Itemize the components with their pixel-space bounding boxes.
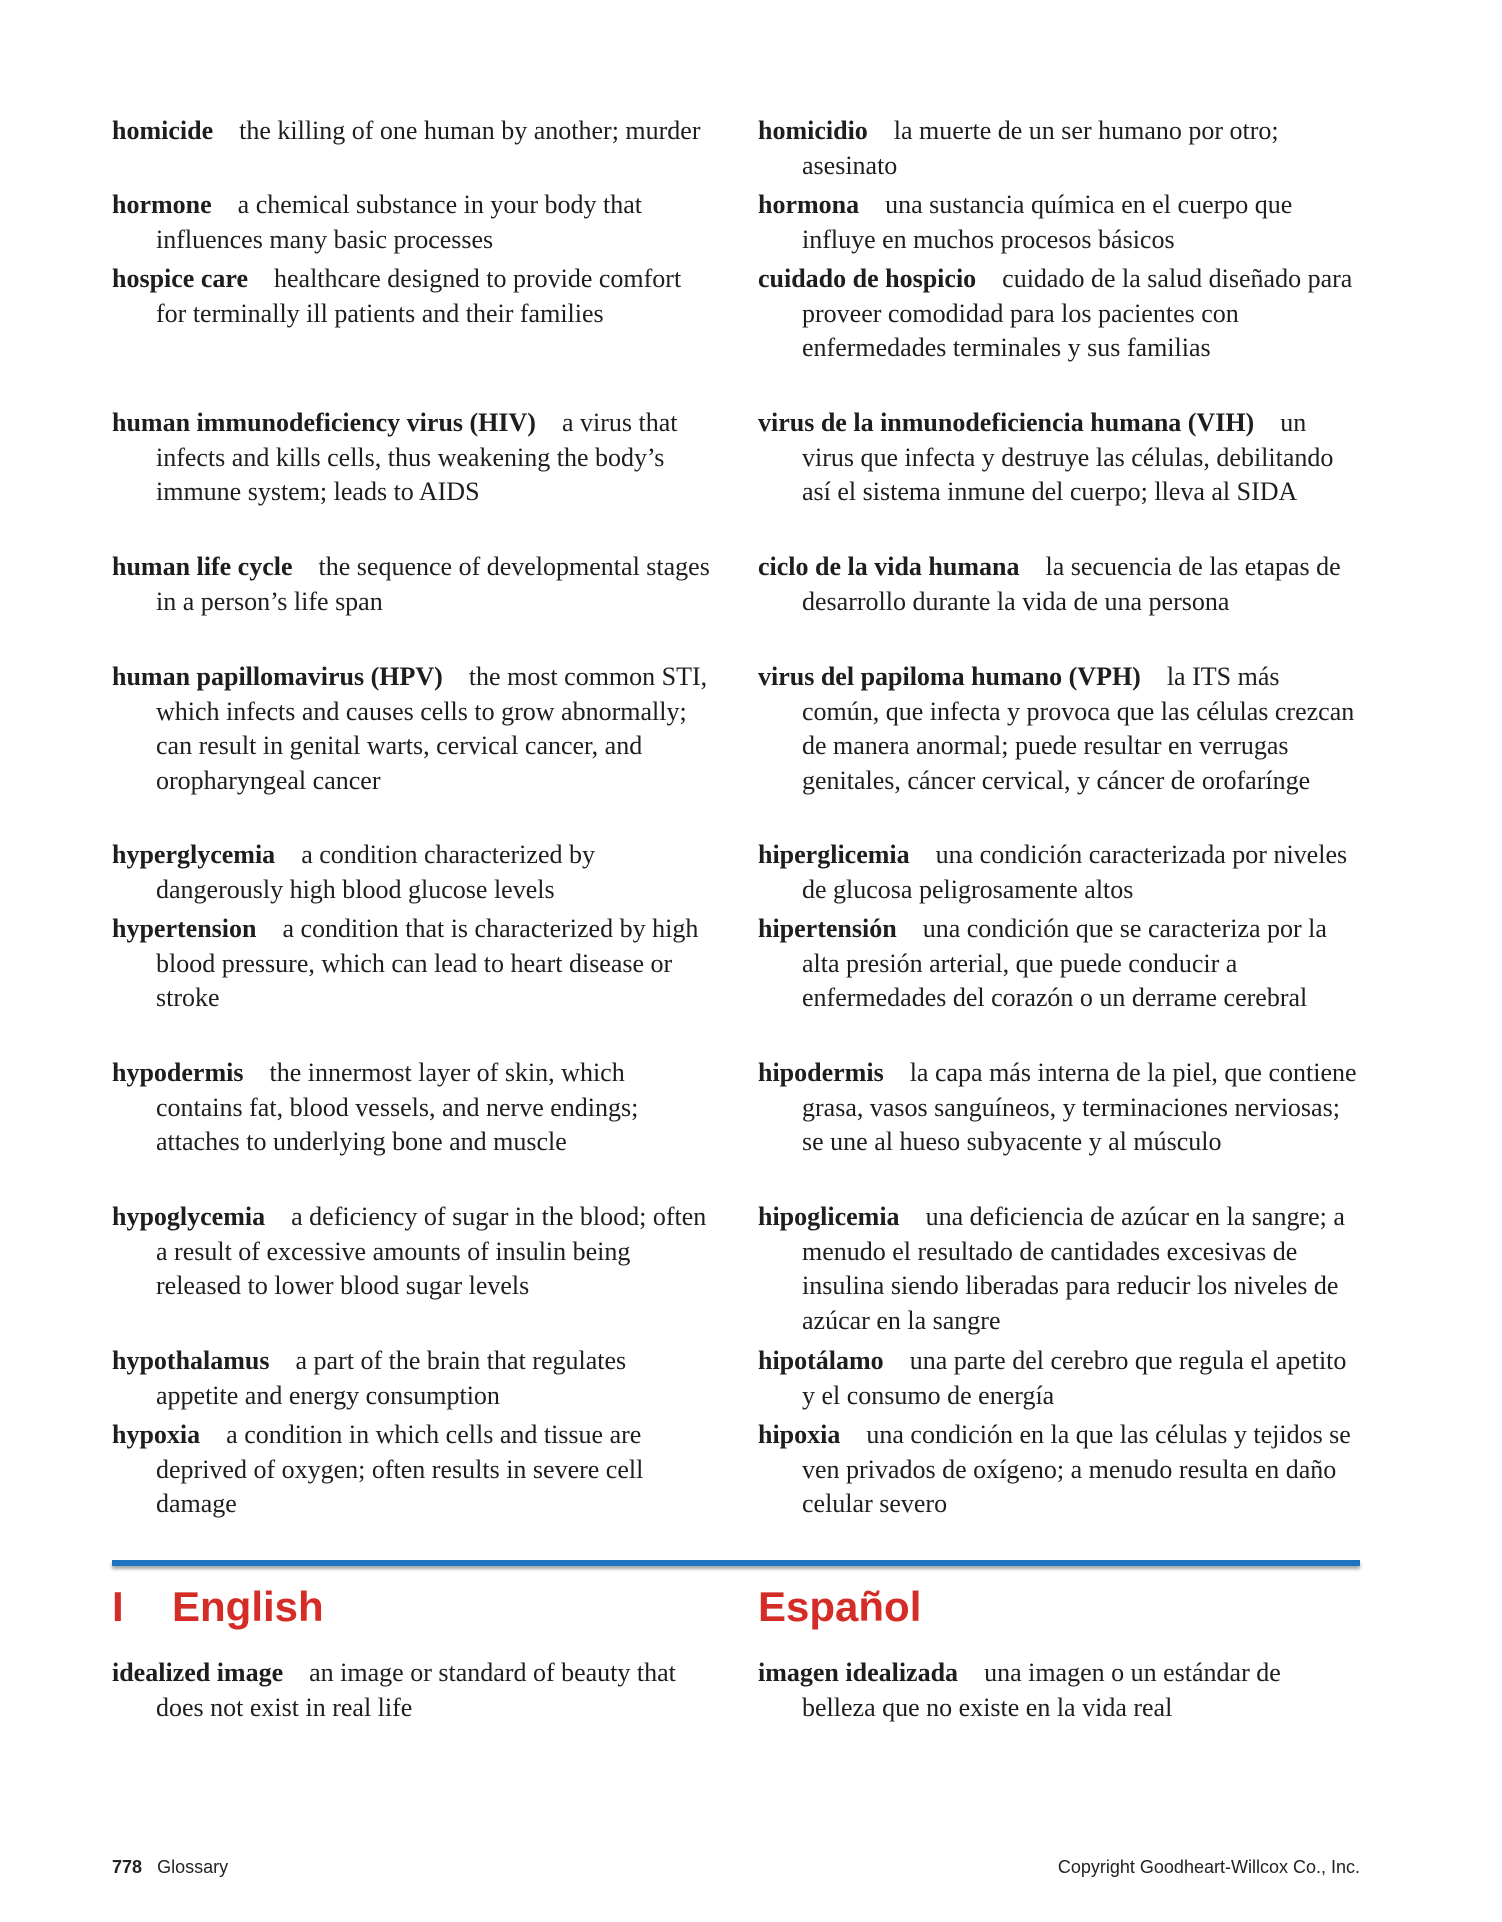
- glossary-definition: the innermost layer of skin, which contains fat, blood vessels, and nerve endings; attaches to underlying bone and muscle: [156, 1058, 639, 1157]
- glossary-entry: [758, 838, 1358, 907]
- glossary-term: human immunodeficiency virus (HIV): [112, 408, 536, 437]
- glossary-term: hormone: [112, 190, 212, 219]
- glossary-term: hypoglycemia: [112, 1202, 266, 1231]
- copyright-notice: Copyright Goodheart-Willcox Co., Inc.: [1057, 1857, 1360, 1877]
- glossary-definition: a condition that is characterized by high blood pressure, which can lead to heart disease or stroke: [156, 914, 699, 1013]
- glossary-entry: [112, 1418, 712, 1522]
- glossary-term: hypertension: [112, 914, 257, 943]
- glossary-term: hipoglicemia: [758, 1202, 900, 1231]
- glossary-definition: the most common STI, which infects and causes cells to grow abnormally; can result in genital warts, cervical cancer, and oropharyngeal cancer: [156, 662, 708, 795]
- glossary-term: human papillomavirus (HPV): [112, 662, 443, 691]
- glossary-definition: una parte del cerebro que regula el apetito y el consumo de energía: [802, 1346, 1347, 1410]
- page-number: 778: [112, 1857, 143, 1877]
- glossary-term: hormona: [758, 190, 860, 219]
- glossary-entry: [112, 1656, 712, 1725]
- glossary-term: homicide: [112, 116, 214, 145]
- glossary-entry: [758, 660, 1358, 798]
- glossary-term: imagen idealizada: [758, 1658, 959, 1687]
- glossary-entry: [758, 1656, 1358, 1725]
- glossary-entry: [758, 114, 1358, 183]
- glossary-entry: [112, 188, 712, 257]
- glossary-term: idealized image: [112, 1658, 284, 1687]
- glossary-term: ciclo de la vida humana: [758, 552, 1020, 581]
- glossary-entry: [758, 912, 1358, 1016]
- glossary-definition: a chemical substance in your body that influences many basic processes: [156, 190, 642, 254]
- glossary-term: hypodermis: [112, 1058, 244, 1087]
- glossary-definition: una sustancia química en el cuerpo que influye en muchos procesos básicos: [802, 190, 1293, 254]
- glossary-entry: [758, 406, 1358, 510]
- glossary-definition: a virus that infects and kills cells, thus weakening the body’s immune system; leads to AIDS: [156, 408, 678, 507]
- glossary-term: homicidio: [758, 116, 868, 145]
- glossary-entry: [112, 262, 712, 331]
- glossary-entry: [112, 406, 712, 510]
- glossary-definition: the killing of one human by another; murder: [239, 116, 701, 145]
- spanish-heading: Español: [758, 1583, 922, 1630]
- glossary-term: virus del papiloma humano (VPH): [758, 662, 1141, 691]
- glossary-entry: [112, 1056, 712, 1160]
- glossary-definition: an image or standard of beauty that does not exist in real life: [156, 1658, 676, 1722]
- glossary-entry: [758, 1056, 1358, 1160]
- glossary-definition: una deficiencia de azúcar en la sangre; a menudo el resultado de cantidades excesivas de insulina siendo liberadas para reducir los niveles de azúcar en la sangre: [802, 1202, 1345, 1335]
- glossary-definition: una imagen o un estándar de belleza que no existe en la vida real: [802, 1658, 1281, 1722]
- glossary-definition: un virus que infecta y destruye las células, debilitando así el sistema inmune del cuerpo; lleva al SIDA: [802, 408, 1334, 507]
- glossary-definition: a condition characterized by dangerously high blood glucose levels: [156, 840, 595, 904]
- glossary-term: hospice care: [112, 264, 248, 293]
- footer-left: [112, 1856, 228, 1878]
- glossary-term: hypothalamus: [112, 1346, 270, 1375]
- glossary-definition: una condición que se caracteriza por la alta presión arterial, que puede conducir a enfermedades del corazón o un derrame cerebral: [802, 914, 1327, 1013]
- glossary-definition: una condición en la que las células y tejidos se ven privados de oxígeno; a menudo resulta en daño celular severo: [802, 1420, 1351, 1519]
- glossary-definition: la secuencia de las etapas de desarrollo durante la vida de una persona: [802, 552, 1341, 616]
- glossary-entry: [112, 912, 712, 1016]
- glossary-term: hipoxia: [758, 1420, 841, 1449]
- glossary-entry: [758, 1200, 1358, 1338]
- glossary-definition: cuidado de la salud diseñado para proveer comodidad para los pacientes con enfermedades terminales y sus familias: [802, 264, 1353, 363]
- english-heading: English: [172, 1583, 324, 1630]
- glossary-definition: a condition in which cells and tissue are deprived of oxygen; often results in severe cell damage: [156, 1420, 644, 1519]
- glossary-term: human life cycle: [112, 552, 293, 581]
- glossary-definition: la muerte de un ser humano por otro; asesinato: [802, 116, 1279, 180]
- glossary-term: cuidado de hospicio: [758, 264, 977, 293]
- glossary-definition: healthcare designed to provide comfort for terminally ill patients and their families: [156, 264, 682, 328]
- glossary-entry: [758, 262, 1358, 366]
- section-divider: [112, 1560, 1360, 1566]
- glossary-entry: [112, 838, 712, 907]
- glossary-entry: [112, 1344, 712, 1413]
- glossary-entry: [112, 114, 712, 149]
- glossary-entry: [758, 1344, 1358, 1413]
- footer-label: Glossary: [157, 1857, 229, 1877]
- glossary-definition: a part of the brain that regulates appetite and energy consumption: [156, 1346, 627, 1410]
- glossary-definition: la capa más interna de la piel, que contiene grasa, vasos sanguíneos, y terminaciones nerviosas; se une al hueso subyacente y al músculo: [802, 1058, 1357, 1157]
- glossary-entry: [112, 1200, 712, 1304]
- section-letter: I: [112, 1583, 124, 1630]
- glossary-definition: the sequence of developmental stages in a person’s life span: [156, 552, 710, 616]
- glossary-entry: [758, 550, 1358, 619]
- glossary-definition: la ITS más común, que infecta y provoca que las células crezcan de manera anormal; puede resultar en verrugas genitales, cáncer cervical, y cáncer de orofarínge: [802, 662, 1355, 795]
- glossary-definition: a deficiency of sugar in the blood; often a result of excessive amounts of insulin being released to lower blood sugar levels: [156, 1202, 707, 1301]
- glossary-term: hiperglicemia: [758, 840, 910, 869]
- glossary-term: virus de la inmunodeficiencia humana (VIH): [758, 408, 1255, 437]
- glossary-entry: [112, 550, 712, 619]
- glossary-entry: [758, 1418, 1358, 1522]
- glossary-entry: [112, 660, 712, 798]
- glossary-definition: una condición caracterizada por niveles de glucosa peligrosamente altos: [802, 840, 1348, 904]
- glossary-term: hyperglycemia: [112, 840, 276, 869]
- glossary-entry: [758, 188, 1358, 257]
- glossary-term: hipertensión: [758, 914, 897, 943]
- glossary-term: hipotálamo: [758, 1346, 884, 1375]
- glossary-term: hipodermis: [758, 1058, 884, 1087]
- glossary-term: hypoxia: [112, 1420, 201, 1449]
